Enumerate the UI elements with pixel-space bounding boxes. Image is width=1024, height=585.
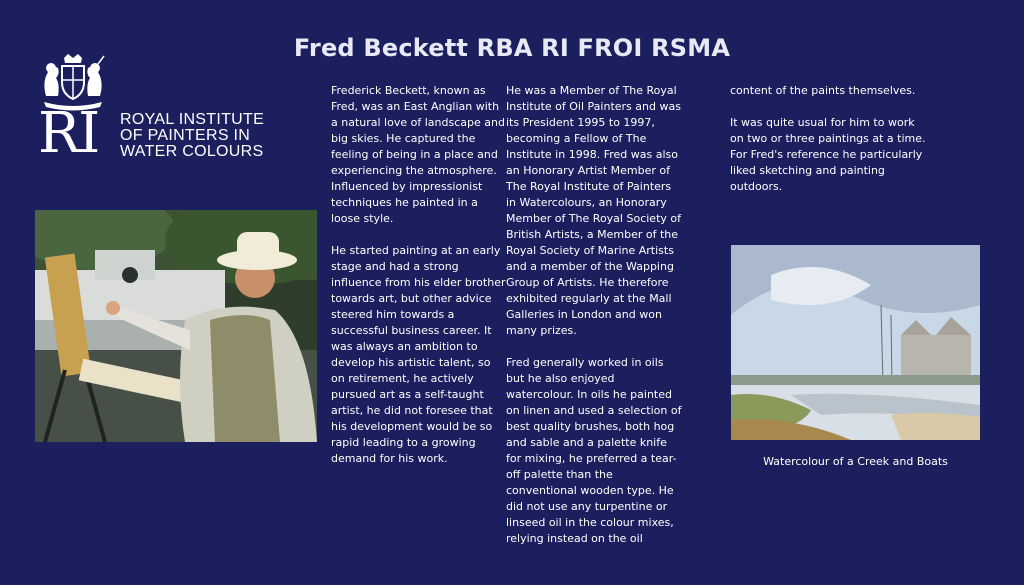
text-column-2 <box>506 83 682 563</box>
ri-letters: RI <box>38 101 99 166</box>
paragraph: Frederick Beckett, known as Fred, was an East Anglian with a natural love of landscape and big skies. He captured the feeling of being in a place and experiencing the atmosphere. Influenced by impressionist techniques he painted in a loose style. <box>331 84 505 225</box>
watercolour-painting <box>731 245 980 440</box>
ri-name-line: OF PAINTERS IN <box>120 127 251 144</box>
paragraph: Fred generally worked in oils but he also enjoyed watercolour. In oils he painted on linen and used a selection of best quality brushes, both hog and sable and a palette knife for mixing, he preferred a tear-off palette than the conventional wooden type. He did not use any turpentine or linseed oil in the colour mixes, relying instead on the oil <box>506 356 682 545</box>
ri-name-line: ROYAL INSTITUTE <box>120 111 265 128</box>
paragraph: He started painting at an early stage and had a strong influence from his elder brother towards art, but other advice steered him towards a successful business career. It was always an ambition to develop his artistic talent, so on retirement, he actively pursued art as a self-taught artist, he did not foresee that his development would be so rapid leading to a growing demand for his work. <box>331 244 506 465</box>
paragraph: He was a Member of The Royal Institute of Oil Painters and was its President 1995 to 1997, becoming a Fellow of The Institute in 1998. Fred was also an Honorary Artist Member of The Royal Institute of Painters in Watercolours, an Honorary Member of The Royal Society of British Artists, a Member of the Royal Society of Marine Artists and a member of the Wapping Group of Artists. He therefore exhibited regularly at the Mall Galleries in London and won many prizes. <box>506 84 681 337</box>
paragraph: It was quite usual for him to work on two or three paintings at a time. For Fred's reference he particularly liked sketching and painting outdoors. <box>730 116 926 193</box>
ri-name-line: WATER COLOURS <box>120 143 264 160</box>
painting-caption: Watercolour of a Creek and Boats <box>763 455 948 468</box>
ri-full-name <box>120 112 264 160</box>
ri-logo[interactable] <box>38 52 288 172</box>
artist-photo <box>35 210 317 442</box>
text-column-3 <box>730 83 930 211</box>
text-column-1 <box>331 83 507 483</box>
page-title: Fred Beckett RBA RI FROI RSMA <box>293 34 731 62</box>
paragraph: content of the paints themselves. <box>730 84 916 97</box>
